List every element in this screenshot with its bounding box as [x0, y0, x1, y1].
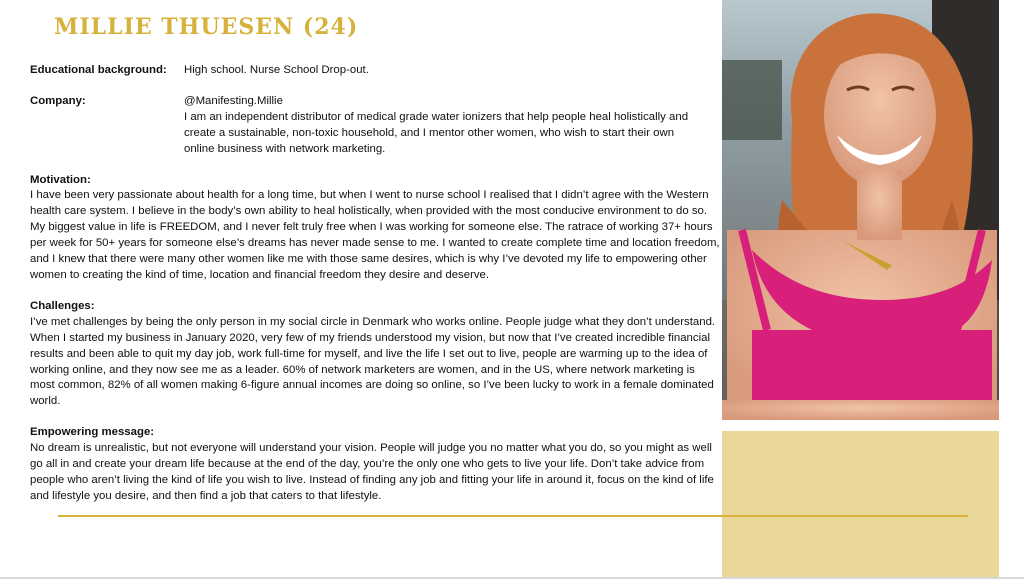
message-text: No dream is unrealistic, but not everyone will understand your vision. People will judge you no matter what you do, so you might as well go all in and create your dream life because at the end of the day, you’re the only one who gets to live your life. Don’t take advice from people who aren’t living the kind of life you wish to live. Instead of finding any job and fitting your life in around it, focus on the kind of life and lifestyle you desire, and then find a job that caters to that lifestyle. — [30, 442, 714, 502]
motivation-section — [30, 173, 720, 284]
education-row — [30, 63, 720, 79]
challenges-section — [30, 299, 720, 410]
challenges-heading: Challenges: — [30, 299, 95, 312]
motivation-heading: Motivation: — [30, 173, 91, 186]
accent-box — [722, 431, 999, 579]
message-heading: Empowering message: — [30, 426, 155, 439]
company-row — [30, 94, 720, 158]
challenges-text: I’ve met challenges by being the only person in my social circle in Denmark who works online. People judge what they don’t understand. When I started my business in January 2020, very few of my friends understood my vision, but now that I’ve created incredible financial results and been able to quit my day job, work full-time for myself, and live the life I set out to live, people are warming up to the idea of working online, and they now see me as a leader. 60% of network marketers are women, and in the US, where network marketing is most common, 82% of all women making 6-figure annual incomes are doing so online, so I’ve been lucky to work in a female dominated world. — [30, 315, 716, 408]
company-value — [184, 94, 720, 158]
page-title: MILLIE THUESEN (24) — [54, 14, 359, 40]
company-description: I am an independent distributor of medical grade water ionizers that help people heal holistically and create a sustainable, non-toxic household, and I mentor other women, who wish to start their own online business with network marketing. — [184, 110, 689, 155]
message-section — [30, 425, 720, 505]
education-value: High school. Nurse School Drop-out. — [184, 64, 369, 76]
company-handle: @Manifesting.Millie — [184, 94, 283, 107]
motivation-text: I have been very passionate about health for a long time, but when I went to nurse school I realised that I didn’t agree with the Western health care system. I believe in the body’s own ability to heal holistically, when provided with the most conducive environment to do so. My biggest value in life is FREEDOM, and I never felt truly free when I was working for someone else. The ratrace of working 37+ hours per week for 50+ years for someone else’s dreams has never made sense to me. I wanted to create complete time and location freedom, and I knew that there were many other women like me with those same desires, which is why I’ve devoted my life to empowering other women to creating the kind of time, location and financial freedom they desire and deserve. — [30, 189, 720, 281]
profile-content — [30, 63, 720, 505]
education-label: Educational background: — [30, 64, 167, 76]
divider-rule — [58, 515, 968, 517]
company-label: Company: — [30, 94, 86, 107]
profile-photo — [722, 0, 999, 420]
